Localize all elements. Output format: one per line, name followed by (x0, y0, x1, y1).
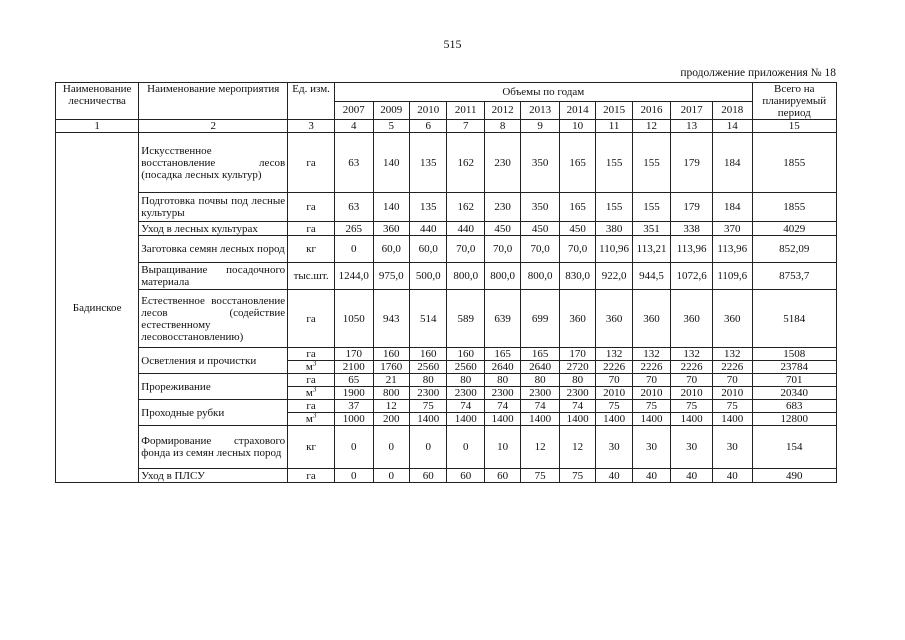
value-cell: 800,0 (521, 263, 560, 290)
value-cell: 80 (409, 374, 446, 387)
action-name: Заготовка семян лесных пород (139, 236, 288, 263)
value-cell: 179 (671, 133, 713, 193)
value-cell: 155 (632, 133, 671, 193)
unit-cell: кг (288, 426, 335, 469)
value-cell: 944,5 (632, 263, 671, 290)
column-number: 15 (752, 120, 836, 133)
table-row (56, 374, 837, 387)
value-cell: 60 (484, 469, 520, 483)
column-number: 12 (632, 120, 671, 133)
value-cell: 1244,0 (335, 263, 374, 290)
value-cell: 140 (373, 133, 409, 193)
value-cell: 2226 (671, 361, 713, 374)
value-cell: 360 (712, 290, 752, 348)
value-cell: 80 (521, 374, 560, 387)
value-cell: 1400 (559, 413, 595, 426)
year-header: 2017 (671, 101, 713, 120)
value-cell: 70,0 (521, 236, 560, 263)
value-cell: 500,0 (409, 263, 446, 290)
total-cell: 683 (752, 400, 836, 413)
value-cell: 360 (559, 290, 595, 348)
value-cell: 165 (559, 133, 595, 193)
value-cell: 30 (671, 426, 713, 469)
value-cell: 63 (335, 133, 374, 193)
value-cell: 12 (521, 426, 560, 469)
value-cell: 63 (335, 193, 374, 222)
total-cell: 1855 (752, 193, 836, 222)
value-cell: 165 (484, 348, 520, 361)
column-number: 5 (373, 120, 409, 133)
value-cell: 351 (632, 222, 671, 236)
value-cell: 975,0 (373, 263, 409, 290)
value-cell: 0 (335, 236, 374, 263)
value-cell: 370 (712, 222, 752, 236)
value-cell: 800,0 (484, 263, 520, 290)
action-name: Осветления и прочистки (139, 348, 288, 374)
unit-cell: тыс.шт. (288, 263, 335, 290)
value-cell: 1400 (671, 413, 713, 426)
value-cell: 2640 (521, 361, 560, 374)
value-cell: 110,96 (596, 236, 632, 263)
value-cell: 37 (335, 400, 374, 413)
year-header: 2014 (559, 101, 595, 120)
value-cell: 2100 (335, 361, 374, 374)
unit-cell: га (288, 348, 335, 361)
header-row-numbers (56, 120, 837, 133)
value-cell: 1072,6 (671, 263, 713, 290)
continuation-note: продолжение приложения № 18 (680, 67, 836, 79)
value-cell: 75 (712, 400, 752, 413)
value-cell: 75 (521, 469, 560, 483)
value-cell: 60,0 (373, 236, 409, 263)
value-cell: 30 (712, 426, 752, 469)
value-cell: 74 (521, 400, 560, 413)
value-cell: 1400 (596, 413, 632, 426)
header-lesn: Наименование лесничества (56, 83, 139, 120)
unit-cell: га (288, 290, 335, 348)
value-cell: 40 (671, 469, 713, 483)
value-cell: 40 (632, 469, 671, 483)
column-number: 7 (447, 120, 484, 133)
value-cell: 1050 (335, 290, 374, 348)
value-cell: 338 (671, 222, 713, 236)
value-cell: 70,0 (484, 236, 520, 263)
value-cell: 165 (521, 348, 560, 361)
value-cell: 74 (484, 400, 520, 413)
value-cell: 80 (559, 374, 595, 387)
value-cell: 360 (373, 222, 409, 236)
value-cell: 184 (712, 133, 752, 193)
header-years: Объемы по годам (335, 83, 753, 102)
value-cell: 21 (373, 374, 409, 387)
value-cell: 943 (373, 290, 409, 348)
value-cell: 350 (521, 193, 560, 222)
year-header: 2012 (484, 101, 520, 120)
unit-cell: га (288, 133, 335, 193)
value-cell: 135 (409, 133, 446, 193)
value-cell: 113,96 (671, 236, 713, 263)
value-cell: 1760 (373, 361, 409, 374)
action-name: Проходные рубки (139, 400, 288, 426)
value-cell: 70 (712, 374, 752, 387)
value-cell: 1400 (484, 413, 520, 426)
volumes-table (55, 82, 837, 483)
value-cell: 75 (559, 469, 595, 483)
value-cell: 75 (596, 400, 632, 413)
value-cell: 450 (559, 222, 595, 236)
value-cell: 80 (447, 374, 484, 387)
value-cell: 699 (521, 290, 560, 348)
value-cell: 0 (409, 426, 446, 469)
value-cell: 2010 (712, 387, 752, 400)
value-cell: 589 (447, 290, 484, 348)
value-cell: 113,21 (632, 236, 671, 263)
column-number: 4 (335, 120, 374, 133)
unit-cell: $м^3$ (288, 361, 335, 374)
value-cell: 2640 (484, 361, 520, 374)
total-cell: 154 (752, 426, 836, 469)
total-cell: 490 (752, 469, 836, 483)
table-row (56, 290, 837, 348)
value-cell: 360 (671, 290, 713, 348)
page-number: 515 (443, 37, 462, 51)
total-cell: 12800 (752, 413, 836, 426)
value-cell: 75 (632, 400, 671, 413)
value-cell: 74 (447, 400, 484, 413)
unit-cell: $м^3$ (288, 387, 335, 400)
total-cell: 1508 (752, 348, 836, 361)
value-cell: 184 (712, 193, 752, 222)
value-cell: 360 (632, 290, 671, 348)
value-cell: 1400 (632, 413, 671, 426)
value-cell: 0 (373, 426, 409, 469)
value-cell: 0 (447, 426, 484, 469)
unit-cell: га (288, 374, 335, 387)
value-cell: 65 (335, 374, 374, 387)
value-cell: 60,0 (409, 236, 446, 263)
action-name: Искусственное восстановление лесов (посадка лесных культур) (139, 133, 288, 193)
column-number: 14 (712, 120, 752, 133)
value-cell: 2010 (671, 387, 713, 400)
value-cell: 800 (373, 387, 409, 400)
column-number: 13 (671, 120, 713, 133)
value-cell: 162 (447, 133, 484, 193)
value-cell: 2010 (632, 387, 671, 400)
value-cell: 0 (335, 426, 374, 469)
value-cell: 12 (373, 400, 409, 413)
action-name: Естественное восстановление лесов (содействие естественному лесовосстановлению) (139, 290, 288, 348)
year-header: 2013 (521, 101, 560, 120)
unit-cell: га (288, 222, 335, 236)
value-cell: 230 (484, 193, 520, 222)
value-cell: 2300 (521, 387, 560, 400)
action-name: Выращивание посадочного материала (139, 263, 288, 290)
table-row (56, 400, 837, 413)
value-cell: 440 (409, 222, 446, 236)
table-row (56, 236, 837, 263)
total-cell: 701 (752, 374, 836, 387)
value-cell: 230 (484, 133, 520, 193)
action-name: Уход в лесных культурах (139, 222, 288, 236)
value-cell: 170 (559, 348, 595, 361)
value-cell: 639 (484, 290, 520, 348)
value-cell: 2226 (712, 361, 752, 374)
value-cell: 132 (596, 348, 632, 361)
total-cell: 20340 (752, 387, 836, 400)
value-cell: 830,0 (559, 263, 595, 290)
header-unit: Ед. изм. (288, 83, 335, 120)
value-cell: 360 (596, 290, 632, 348)
value-cell: 75 (671, 400, 713, 413)
table-row (56, 222, 837, 236)
table-row (56, 263, 837, 290)
value-cell: 2226 (632, 361, 671, 374)
value-cell: 160 (409, 348, 446, 361)
value-cell: 514 (409, 290, 446, 348)
column-number: 6 (409, 120, 446, 133)
column-number: 1 (56, 120, 139, 133)
value-cell: 350 (521, 133, 560, 193)
total-cell: 5184 (752, 290, 836, 348)
total-cell: 4029 (752, 222, 836, 236)
value-cell: 2300 (447, 387, 484, 400)
value-cell: 800,0 (447, 263, 484, 290)
column-number: 8 (484, 120, 520, 133)
value-cell: 2300 (409, 387, 446, 400)
value-cell: 12 (559, 426, 595, 469)
year-header: 2007 (335, 101, 374, 120)
table-row (56, 348, 837, 361)
value-cell: 440 (447, 222, 484, 236)
action-name: Уход в ПЛСУ (139, 469, 288, 483)
column-number: 9 (521, 120, 560, 133)
table-row (56, 133, 837, 193)
table-row (56, 469, 837, 483)
value-cell: 70,0 (447, 236, 484, 263)
value-cell: 2560 (447, 361, 484, 374)
year-header: 2018 (712, 101, 752, 120)
value-cell: 1900 (335, 387, 374, 400)
value-cell: 2300 (484, 387, 520, 400)
value-cell: 2010 (596, 387, 632, 400)
header-row-1 (56, 83, 837, 102)
value-cell: 60 (447, 469, 484, 483)
value-cell: 200 (373, 413, 409, 426)
value-cell: 922,0 (596, 263, 632, 290)
value-cell: 40 (712, 469, 752, 483)
action-name: Прореживание (139, 374, 288, 400)
value-cell: 0 (373, 469, 409, 483)
value-cell: 70,0 (559, 236, 595, 263)
value-cell: 160 (373, 348, 409, 361)
unit-cell: кг (288, 236, 335, 263)
value-cell: 30 (596, 426, 632, 469)
value-cell: 140 (373, 193, 409, 222)
value-cell: 135 (409, 193, 446, 222)
value-cell: 155 (632, 193, 671, 222)
value-cell: 265 (335, 222, 374, 236)
unit-cell: га (288, 469, 335, 483)
value-cell: 1400 (409, 413, 446, 426)
value-cell: 162 (447, 193, 484, 222)
value-cell: 113,96 (712, 236, 752, 263)
value-cell: 80 (484, 374, 520, 387)
unit-cell: га (288, 400, 335, 413)
value-cell: 155 (596, 133, 632, 193)
value-cell: 1000 (335, 413, 374, 426)
value-cell: 450 (484, 222, 520, 236)
value-cell: 0 (335, 469, 374, 483)
value-cell: 160 (447, 348, 484, 361)
year-header: 2011 (447, 101, 484, 120)
unit-cell: га (288, 193, 335, 222)
column-number: 11 (596, 120, 632, 133)
action-name: Формирование страхового фонда из семян лесных пород (139, 426, 288, 469)
value-cell: 2560 (409, 361, 446, 374)
value-cell: 450 (521, 222, 560, 236)
value-cell: 179 (671, 193, 713, 222)
value-cell: 132 (712, 348, 752, 361)
unit-cell: $м^3$ (288, 413, 335, 426)
total-cell: 1855 (752, 133, 836, 193)
action-name: Подготовка почвы под лесные культуры (139, 193, 288, 222)
value-cell: 1400 (521, 413, 560, 426)
column-number: 10 (559, 120, 595, 133)
value-cell: 2300 (559, 387, 595, 400)
year-header: 2010 (409, 101, 446, 120)
value-cell: 1400 (712, 413, 752, 426)
value-cell: 132 (671, 348, 713, 361)
value-cell: 75 (409, 400, 446, 413)
value-cell: 2226 (596, 361, 632, 374)
value-cell: 30 (632, 426, 671, 469)
value-cell: 380 (596, 222, 632, 236)
value-cell: 1109,6 (712, 263, 752, 290)
value-cell: 70 (596, 374, 632, 387)
value-cell: 132 (632, 348, 671, 361)
header-action: Наименование мероприятия (139, 83, 288, 120)
value-cell: 2720 (559, 361, 595, 374)
total-cell: 23784 (752, 361, 836, 374)
year-header: 2015 (596, 101, 632, 120)
value-cell: 10 (484, 426, 520, 469)
value-cell: 60 (409, 469, 446, 483)
value-cell: 74 (559, 400, 595, 413)
total-cell: 852,09 (752, 236, 836, 263)
year-header: 2009 (373, 101, 409, 120)
column-number: 2 (139, 120, 288, 133)
value-cell: 155 (596, 193, 632, 222)
value-cell: 70 (632, 374, 671, 387)
lesnichestvo-name: Бадинское (56, 133, 139, 483)
value-cell: 1400 (447, 413, 484, 426)
value-cell: 165 (559, 193, 595, 222)
value-cell: 170 (335, 348, 374, 361)
value-cell: 70 (671, 374, 713, 387)
column-number: 3 (288, 120, 335, 133)
value-cell: 40 (596, 469, 632, 483)
total-cell: 8753,7 (752, 263, 836, 290)
table-row (56, 426, 837, 469)
header-total: Всего на планируемый период (752, 83, 836, 120)
table-row (56, 193, 837, 222)
year-header: 2016 (632, 101, 671, 120)
